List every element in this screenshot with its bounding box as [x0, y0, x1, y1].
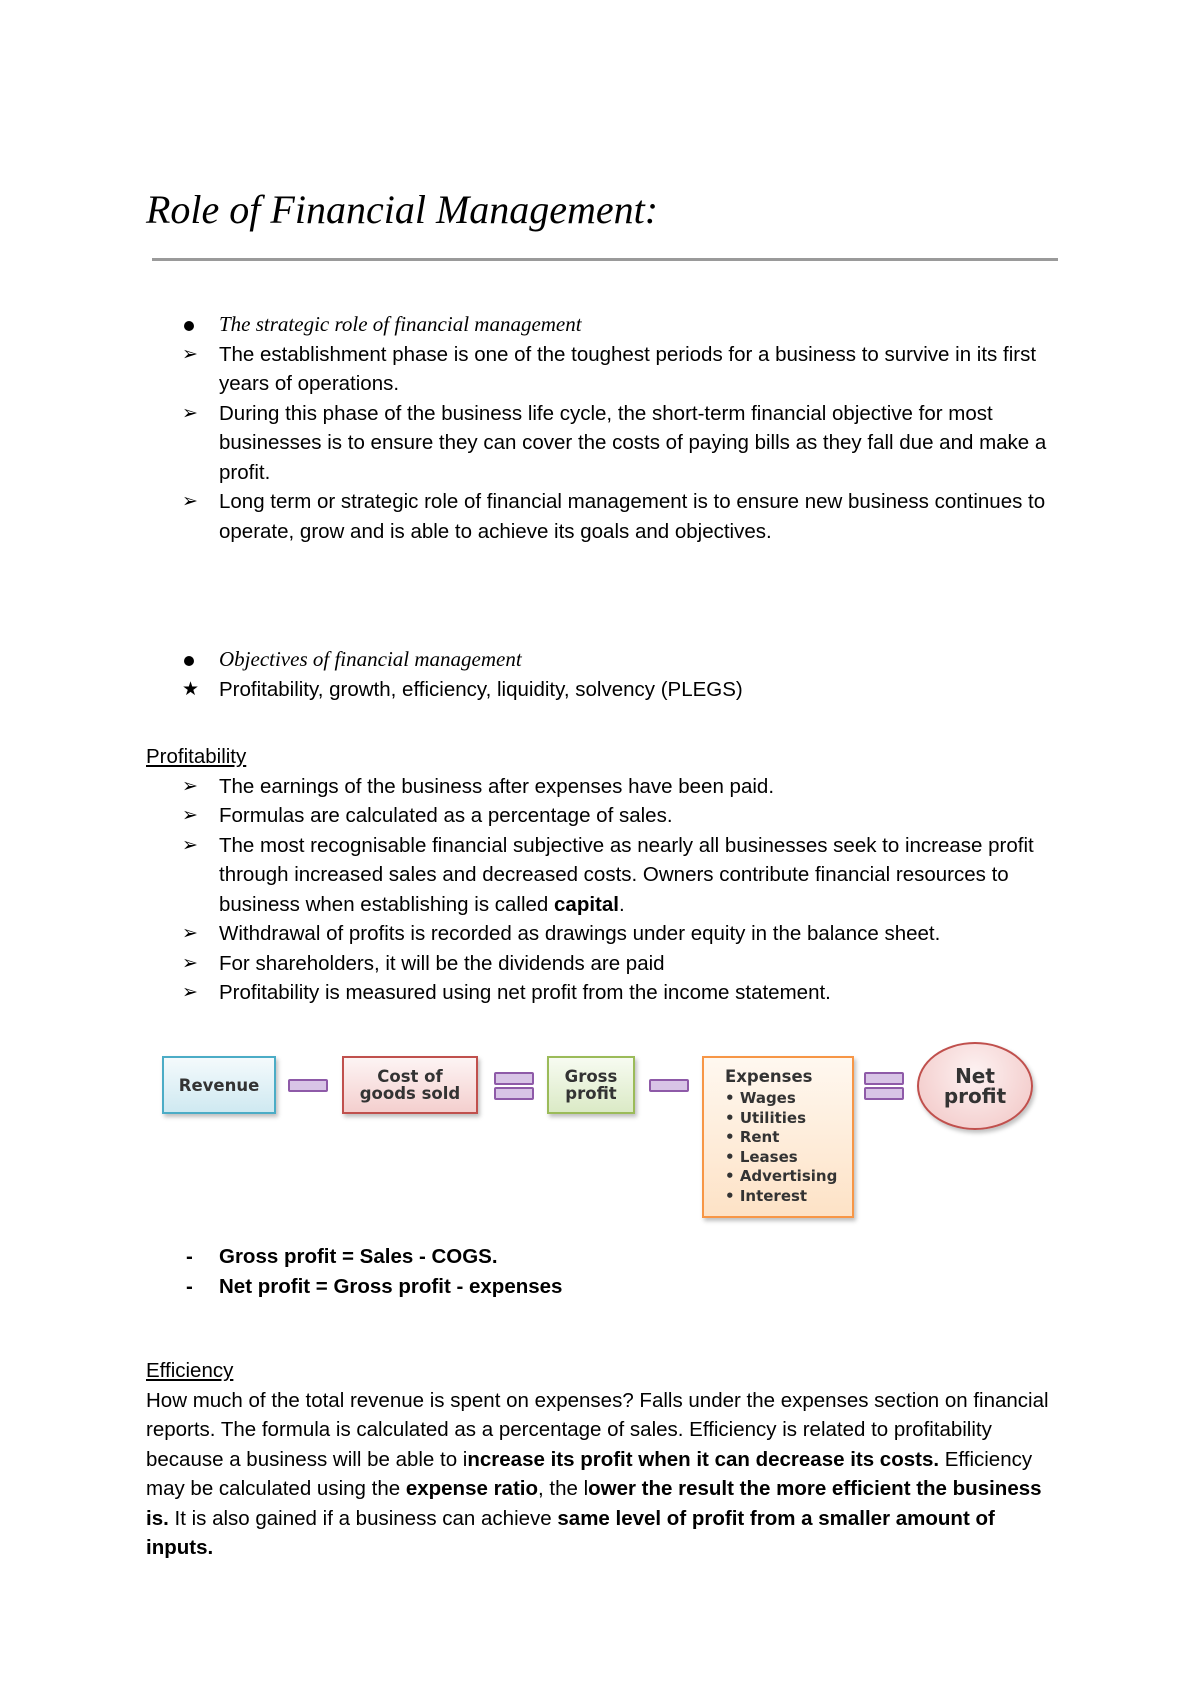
- gross-profit-formula: Gross profit = Sales - COGS.: [219, 1245, 498, 1268]
- profitability-heading: Profitability: [146, 745, 247, 768]
- bullet-dot-icon: [184, 321, 194, 331]
- minus-sign-icon: [288, 1079, 328, 1092]
- expense-item-label: Wages: [739, 1089, 796, 1107]
- paragraph-text: , the l: [538, 1477, 589, 1500]
- list-item: [146, 399, 1066, 488]
- list-item: [146, 340, 1066, 399]
- cogs-label: Cost of goods sold: [359, 1067, 461, 1103]
- expense-item-label: Advertising: [739, 1167, 838, 1185]
- arrow-bullet-icon: ➢: [182, 775, 198, 797]
- paragraph-text: It is also gained if a business can achieve: [168, 1506, 558, 1530]
- equals-sign-icon-bottom: [494, 1087, 534, 1100]
- expense-item: • Utilities: [725, 1108, 807, 1127]
- list-item-text: The most recognisable financial subjective as nearly all businesses seek to increase profit through increased sales and decreased costs. Owners contribute financial resources to business when establishing is called: [219, 833, 1034, 916]
- arrow-bullet-icon: ➢: [182, 805, 198, 826]
- expenses-title: Expenses: [725, 1067, 813, 1086]
- list-item: [146, 772, 1066, 802]
- formulas-section: [146, 1242, 1066, 1301]
- cogs-box: [342, 1056, 478, 1114]
- objectives-section: [146, 645, 1066, 704]
- efficiency-section: [146, 1356, 1061, 1563]
- list-item-text: Withdrawal of profits is recorded as drawings under equity in the balance sheet.: [219, 922, 941, 945]
- expenses-box: [702, 1056, 854, 1218]
- list-item-text: For shareholders, it will be the dividends are paid: [219, 951, 665, 975]
- list-item-text: The establishment phase is one of the toughest periods for a business to survive in its first years of operations.: [219, 342, 1037, 395]
- section-heading: The strategic role of financial management: [219, 312, 582, 336]
- formula-item: [146, 1242, 1066, 1272]
- expense-item-label: Rent: [739, 1128, 780, 1146]
- net-profit-label: Net profit: [943, 1064, 1007, 1108]
- efficiency-heading: Efficiency: [146, 1359, 234, 1382]
- net-profit-diagram: [160, 1040, 1040, 1220]
- arrow-bullet-icon: ➢: [182, 402, 198, 424]
- expense-item-label: Utilities: [739, 1108, 807, 1127]
- list-item-text: .: [618, 892, 625, 916]
- paragraph-text: How much of the total revenue is spent on expenses? Falls under the expenses section on financial reports. The formula is calculated as a percentage of sales. Efficiency is related to profitability because a business will be able to i: [146, 1388, 1049, 1471]
- capital-term: capital: [554, 892, 619, 916]
- list-item: [146, 978, 1066, 1008]
- gross-profit-label: Gross profit: [564, 1067, 618, 1103]
- expense-item: • Leases: [725, 1147, 798, 1166]
- list-item: [146, 949, 1066, 979]
- dash-bullet-icon: -: [186, 1274, 193, 1298]
- list-item-text: Formulas are calculated as a percentage of sales.: [219, 804, 673, 827]
- arrow-bullet-icon: ➢: [182, 952, 198, 974]
- net-profit-formula: Net profit = Gross profit - expenses: [219, 1274, 563, 1298]
- list-item: [146, 675, 1066, 705]
- revenue-box: [162, 1056, 276, 1114]
- equals-sign-icon-bottom: [864, 1087, 904, 1100]
- list-item: [146, 801, 1066, 831]
- equals-sign-icon-top: [864, 1072, 904, 1085]
- list-item: [146, 487, 1066, 546]
- expense-item-label: Leases: [739, 1147, 798, 1166]
- minus-sign-icon: [649, 1079, 689, 1092]
- revenue-label: Revenue: [178, 1075, 260, 1095]
- arrow-bullet-icon: ➢: [182, 923, 198, 944]
- equals-sign-icon-top: [494, 1072, 534, 1085]
- arrow-bullet-icon: ➢: [182, 491, 198, 512]
- list-item-text: During this phase of the business life cycle, the short-term financial objective for most businesses is to ensure they can cover the costs of paying bills as they fall due and make a profit.: [219, 401, 1047, 484]
- arrow-bullet-icon: ➢: [182, 834, 198, 856]
- bold-phrase: ncrease its profit when it can decrease its costs.: [467, 1447, 940, 1471]
- arrow-bullet-icon: ➢: [182, 343, 198, 365]
- formula-item: [146, 1272, 1066, 1302]
- expense-item: • Rent: [725, 1128, 780, 1146]
- paragraph-text: Efficiency may be calculated using the: [146, 1447, 1033, 1500]
- page-title: Role of Financial Management:: [146, 187, 659, 232]
- dash-bullet-icon: -: [186, 1245, 193, 1268]
- list-item-text: Profitability, growth, efficiency, liquidity, solvency (PLEGS): [219, 677, 743, 701]
- list-item: [146, 831, 1066, 920]
- section-heading: Objectives of financial management: [219, 647, 522, 671]
- title-divider: [152, 258, 1058, 261]
- bold-phrase: expense ratio: [405, 1477, 538, 1500]
- bullet-dot-icon: [184, 656, 194, 666]
- gross-profit-box: [547, 1056, 635, 1114]
- expenses-list: [725, 1089, 852, 1206]
- list-item: [146, 310, 1066, 340]
- star-bullet-icon: ★: [182, 678, 200, 700]
- list-item-text: Profitability is measured using net profit from the income statement.: [219, 981, 831, 1004]
- arrow-bullet-icon: ➢: [182, 982, 198, 1003]
- efficiency-paragraph: [146, 1386, 1061, 1563]
- bold-phrase: ower the result the more efficient the business is.: [146, 1477, 1042, 1530]
- expense-item: • Wages: [725, 1089, 796, 1107]
- net-profit-circle: [917, 1042, 1033, 1130]
- expense-item-label: Interest: [739, 1186, 808, 1205]
- profitability-section: [146, 742, 1066, 1008]
- strategic-role-section: [146, 310, 1066, 546]
- expense-item: • Interest: [725, 1186, 808, 1205]
- bold-phrase: same level of profit from a smaller amount of inputs.: [146, 1506, 995, 1559]
- list-item-text: The earnings of the business after expenses have been paid.: [219, 774, 775, 798]
- expense-item: • Advertising: [725, 1167, 838, 1185]
- list-item-text: Long term or strategic role of financial management is to ensure new business continues to operate, grow and is able to achieve its goals and objectives.: [219, 490, 1046, 543]
- list-item: [146, 919, 1066, 949]
- list-item: [146, 645, 1066, 675]
